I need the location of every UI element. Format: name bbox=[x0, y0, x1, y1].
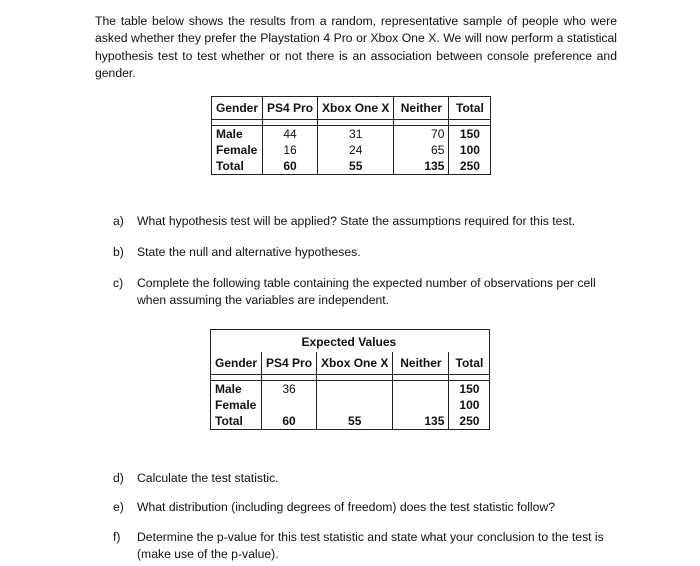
question-a-text: What hypothesis test will be applied? State the assumptions required for this test. bbox=[137, 214, 576, 228]
question-b-text: State the null and alternative hypotheses. bbox=[137, 245, 361, 259]
row-label-female: Female bbox=[211, 397, 262, 413]
intro-paragraph: The table below shows the results from a random, representative sample of people who were asked whether they prefer the Playstation 4 Pro or Xbox One X. We will now perform a statistical hypothesis test to test whether or not there is an association between console preference and gender. bbox=[95, 14, 617, 80]
row-label-male: Male bbox=[212, 126, 263, 143]
cell-female-xbox bbox=[317, 397, 393, 413]
question-b-letter: b) bbox=[113, 245, 124, 259]
cell-male-ps4: 44 bbox=[263, 126, 318, 143]
cell-male-neither: 70 bbox=[394, 126, 449, 143]
cell-male-xbox: 31 bbox=[318, 126, 394, 143]
expected-header-row bbox=[211, 352, 490, 375]
question-c bbox=[113, 275, 617, 310]
expected-values-title: Expected Values bbox=[262, 330, 490, 353]
question-d bbox=[113, 470, 617, 487]
row-label-female: Female bbox=[212, 142, 263, 158]
question-c-text: Complete the following table containing the expected number of observations per cell when assuming the variables are independent. bbox=[137, 276, 596, 308]
cell-male-total: 150 bbox=[449, 381, 490, 398]
question-d-text: Calculate the test statistic. bbox=[137, 471, 279, 485]
table-row bbox=[212, 126, 491, 143]
header-neither: Neither bbox=[394, 97, 449, 120]
cell-total-neither: 135 bbox=[393, 413, 449, 430]
table-row bbox=[211, 413, 490, 430]
header-total: Total bbox=[449, 97, 491, 120]
cell-male-neither bbox=[393, 381, 449, 398]
question-f-text: Determine the p-value for this test statistic and state what your conclusion to the test is (make use of the p-value). bbox=[137, 530, 604, 562]
table-row bbox=[212, 158, 491, 175]
cell-female-xbox: 24 bbox=[318, 142, 394, 158]
question-a-letter: a) bbox=[113, 214, 124, 228]
cell-female-total: 100 bbox=[449, 397, 490, 413]
table-row bbox=[211, 381, 490, 398]
cell-female-neither: 65 bbox=[394, 142, 449, 158]
table-row bbox=[211, 397, 490, 413]
cell-total-xbox: 55 bbox=[317, 413, 393, 430]
header-ps4-pro: PS4 Pro bbox=[263, 97, 318, 120]
cell-total-total: 250 bbox=[449, 158, 491, 175]
header-total: Total bbox=[449, 352, 490, 375]
header-gender: Gender bbox=[212, 97, 263, 120]
question-f-letter: f) bbox=[113, 530, 121, 544]
question-e bbox=[113, 499, 617, 516]
observed-header-row bbox=[212, 97, 491, 120]
header-ps4-pro: PS4 Pro bbox=[262, 352, 317, 375]
header-gender: Gender bbox=[211, 352, 262, 375]
cell-female-total: 100 bbox=[449, 142, 491, 158]
question-c-letter: c) bbox=[113, 276, 124, 290]
cell-male-total: 150 bbox=[449, 126, 491, 143]
row-label-male: Male bbox=[211, 381, 262, 398]
expected-values-table bbox=[210, 329, 490, 430]
cell-total-total: 250 bbox=[449, 413, 490, 430]
cell-female-neither bbox=[393, 397, 449, 413]
expected-title-row bbox=[211, 330, 490, 353]
table-row bbox=[212, 142, 491, 158]
cell-total-xbox: 55 bbox=[318, 158, 394, 175]
question-e-letter: e) bbox=[113, 500, 124, 514]
header-xbox-one-x: Xbox One X bbox=[318, 97, 394, 120]
row-label-total: Total bbox=[212, 158, 263, 175]
cell-male-xbox bbox=[317, 381, 393, 398]
cell-total-neither: 135 bbox=[394, 158, 449, 175]
cell-total-ps4: 60 bbox=[262, 413, 317, 430]
question-f bbox=[113, 529, 617, 564]
cell-total-ps4: 60 bbox=[263, 158, 318, 175]
observed-table bbox=[211, 96, 491, 175]
question-e-text: What distribution (including degrees of freedom) does the test statistic follow? bbox=[137, 500, 555, 514]
question-d-letter: d) bbox=[113, 471, 124, 485]
question-b bbox=[113, 244, 617, 261]
cell-female-ps4 bbox=[262, 397, 317, 413]
header-neither: Neither bbox=[393, 352, 449, 375]
question-a bbox=[113, 213, 617, 230]
header-xbox-one-x: Xbox One X bbox=[317, 352, 393, 375]
cell-male-ps4: 36 bbox=[262, 381, 317, 398]
cell-female-ps4: 16 bbox=[263, 142, 318, 158]
row-label-total: Total bbox=[211, 413, 262, 430]
